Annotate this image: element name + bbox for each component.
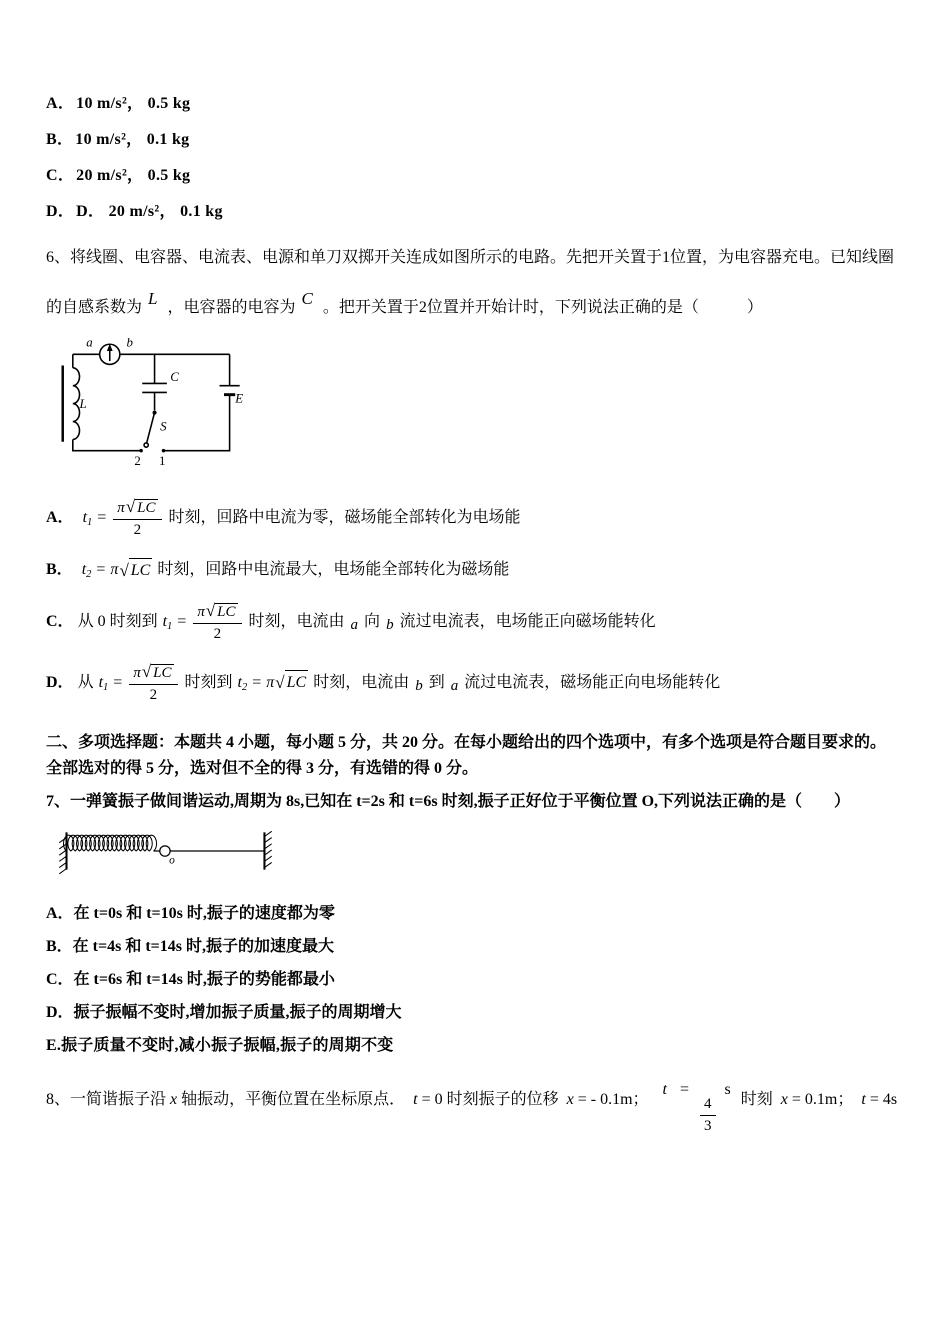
label-battery: E	[235, 391, 244, 406]
section2-header-line2: 全部选对的得 5 分，选对但不全的得 3 分，有选错的得 0 分。	[46, 759, 479, 777]
fraction-numerator: 4	[700, 1096, 716, 1116]
fraction-denominator: 2	[133, 522, 142, 539]
formula-t1-eq-pi-sqrt-lc-over-2	[83, 497, 164, 540]
option-text: 10 m/s²， 0.5 kg	[76, 95, 191, 112]
var-x: x	[780, 1090, 788, 1108]
spring-oscillator-diagram	[52, 824, 280, 878]
var-b: b	[415, 677, 423, 694]
option-text: D． 20 m/s²， 0.1 kg	[76, 203, 223, 220]
right-wall-hatching	[264, 831, 271, 867]
q5-option-a	[46, 92, 910, 116]
option-text-end: 流过电流表，电场能正向磁场能转化	[399, 613, 656, 631]
subscript-2: 2	[86, 569, 92, 581]
label-b: b	[126, 335, 133, 350]
q6-stem-line1: 6、将线圈、电容器、电流表、电源和单刀双掷开关连成如图所示的电路。先把开关置于1位置，为电容器充电。已知线圈	[46, 249, 895, 266]
var-t: t	[98, 673, 104, 691]
option-text-pre: 从 0 时刻到	[77, 613, 158, 631]
option-label: C．	[46, 167, 75, 184]
option-text-mid2: 时刻，电流由	[313, 673, 410, 691]
label-o: o	[169, 854, 175, 867]
pi-symbol: π	[117, 500, 125, 516]
var-x: x	[170, 1090, 178, 1108]
var-b: b	[386, 617, 394, 633]
inductor-coil	[73, 368, 80, 440]
section2-header	[46, 730, 910, 782]
q8-stem	[46, 1080, 910, 1146]
switch-blade	[147, 413, 155, 443]
var-t: t	[861, 1090, 866, 1108]
q8-seg7: = 4s	[869, 1090, 898, 1108]
battery-long-plate	[220, 354, 240, 385]
option-text: 20 m/s²， 0.5 kg	[76, 167, 191, 184]
option-text: 时刻，回路中电流为零，磁场能全部转化为电场能	[168, 509, 521, 527]
q8-seg1: 8、一简谐振子沿	[46, 1090, 167, 1108]
equals-sign: =	[97, 509, 107, 527]
option-label: D．	[46, 203, 75, 220]
formula-t1-eq-pi-sqrt-lc-over-2	[99, 662, 180, 705]
capacitor-symbol	[142, 354, 167, 410]
option-text-mid2: 向	[364, 613, 381, 631]
equals-sign: =	[252, 673, 262, 691]
pi-symbol: π	[266, 673, 275, 691]
option-text-mid1: 时刻，电流由	[248, 613, 345, 631]
label-position-2: 2	[134, 454, 141, 469]
section2-header-line1: 二、多项选择题：本题共 4 小题，每小题 5 分，共 20 分。在每小题给出的四个选项中，有多个选项是符合题目要求的。	[46, 734, 887, 751]
q6-stem2-mid: ，电容器的电容为	[167, 299, 296, 316]
pi-symbol: π	[133, 664, 141, 681]
var-t: t	[237, 673, 242, 691]
fraction-denominator: 2	[149, 686, 158, 703]
q7-option-d: D．振子振幅不变时,增加振子质量,振子的周期增大	[46, 1003, 402, 1021]
var-x: x	[566, 1090, 574, 1108]
q6-option-c	[46, 601, 910, 644]
radicand-lc: LC	[285, 670, 309, 695]
q6-stem2-end: 。把开关置于2位置并开始计时，下列说法正确的是（ ）	[322, 299, 763, 316]
var-t: t	[662, 1080, 667, 1098]
fraction-numerator	[129, 662, 177, 685]
pi-symbol: π	[197, 604, 205, 620]
equals-sign: =	[113, 673, 123, 691]
circuit-labels	[79, 336, 244, 469]
var-t: t	[413, 1090, 418, 1108]
var-t: t	[162, 613, 168, 631]
label-switch: S	[160, 419, 167, 434]
formula-t-eq-4-thirds-s	[659, 1078, 731, 1136]
sqrt-sign: √	[119, 560, 129, 580]
formula-t2-eq-pi-sqrt-lc	[82, 558, 153, 584]
q7-option-e: E.振子质量不变时,减小振子振幅,振子的周期不变	[46, 1036, 394, 1054]
sqrt-sign: √	[141, 661, 152, 681]
fraction-denominator: 3	[704, 1118, 712, 1135]
q6-option-b	[46, 558, 910, 584]
option-text-end: 流过电流表，磁场能正向电场能转化	[464, 673, 721, 691]
var-a: a	[350, 617, 359, 633]
radicand-lc: LC	[217, 604, 236, 620]
q5-option-d	[46, 200, 910, 224]
var-a: a	[450, 677, 459, 694]
q5-option-b	[46, 128, 910, 152]
q6-option-a	[46, 497, 910, 540]
q6-option-d	[46, 662, 910, 705]
left-wall-hatching	[59, 837, 66, 873]
spring-coil	[64, 835, 157, 851]
circuit-diagram	[56, 334, 252, 471]
var-t: t	[81, 561, 87, 579]
fraction-denominator: 2	[213, 626, 222, 643]
option-text-pre: 从	[77, 673, 94, 691]
var-t: t	[82, 509, 88, 527]
unit-seconds: s	[724, 1080, 731, 1098]
pi-symbol: π	[110, 561, 119, 579]
inductance-symbol: L	[148, 289, 158, 308]
sqrt-sign: √	[205, 601, 216, 620]
equals-sign: =	[680, 1080, 690, 1098]
q8-seg6: = 0.1m；	[791, 1090, 854, 1108]
option-label: A．	[46, 95, 75, 112]
switch-blade-tip	[144, 443, 148, 447]
subscript-1: 1	[103, 681, 109, 693]
q5-options	[46, 92, 910, 224]
option-text-mid1: 时刻到	[184, 673, 233, 691]
q6-stem2-pre: 的自感系数为	[46, 299, 143, 316]
q7-option-b: B．在 t=4s 和 t=14s 时,振子的加速度最大	[46, 937, 335, 955]
q7-option-a: A．在 t=0s 和 t=10s 时,振子的速度都为零	[46, 904, 335, 922]
subscript-1: 1	[87, 517, 93, 529]
formula-t1-eq-pi-sqrt-lc-over-2	[163, 601, 244, 644]
label-capacitor: C	[170, 370, 179, 385]
option-label: A．	[46, 509, 74, 527]
q6-stem-line2	[46, 289, 910, 320]
formula-t2-eq-pi-sqrt-lc	[238, 670, 309, 696]
spring-figure	[52, 824, 910, 886]
sqrt-sign: √	[275, 673, 285, 692]
radicand-lc: LC	[153, 664, 172, 681]
circuit-wires	[63, 344, 240, 453]
q7-option-c: C．在 t=6s 和 t=14s 时,振子的势能都最小	[46, 970, 335, 988]
subscript-1: 1	[167, 621, 173, 633]
circuit-figure	[56, 334, 910, 479]
option-text: 10 m/s²， 0.1 kg	[75, 131, 190, 148]
label-a: a	[86, 335, 93, 350]
label-inductor: L	[79, 397, 87, 412]
subscript-2: 2	[242, 681, 248, 693]
fraction-numerator	[113, 497, 161, 520]
q5-option-c	[46, 164, 910, 188]
fraction-numerator	[193, 601, 241, 624]
q7-stem: 7、一弹簧振子做间谐运动,周期为 8s,已知在 t=2s 和 t=6s 时刻,振子正好位于平衡位置 O,下列说法正确的是（ ）	[46, 792, 851, 810]
fraction	[129, 662, 177, 705]
q8-seg5: 时刻	[740, 1090, 773, 1108]
label-position-1: 1	[159, 454, 166, 469]
q7-options	[46, 902, 910, 1058]
equals-sign: =	[177, 613, 187, 631]
equals-sign: =	[96, 561, 106, 579]
spring-diagram-shapes	[59, 831, 271, 873]
radicand-lc: LC	[129, 558, 153, 583]
sqrt-sign: √	[125, 497, 136, 516]
option-label: B．	[46, 131, 74, 148]
fraction-4-over-3	[700, 1096, 716, 1136]
option-text: 时刻，回路中电流最大，电场能全部转化为磁场能	[157, 561, 510, 579]
option-text-mid3: 到	[428, 673, 445, 691]
option-label: D．	[46, 673, 74, 691]
switch-contact-2	[139, 449, 143, 453]
option-label: B．	[46, 561, 73, 579]
fraction	[193, 601, 241, 644]
option-label: C．	[46, 613, 74, 631]
radicand-lc: LC	[137, 500, 156, 516]
capacitance-symbol: C	[301, 289, 313, 308]
fraction	[113, 497, 161, 540]
q8-seg2: 轴振动，平衡位置在坐标原点．	[181, 1090, 406, 1108]
q8-seg4: = - 0.1m；	[577, 1090, 649, 1108]
q8-seg3: = 0 时刻振子的位移	[421, 1090, 559, 1108]
